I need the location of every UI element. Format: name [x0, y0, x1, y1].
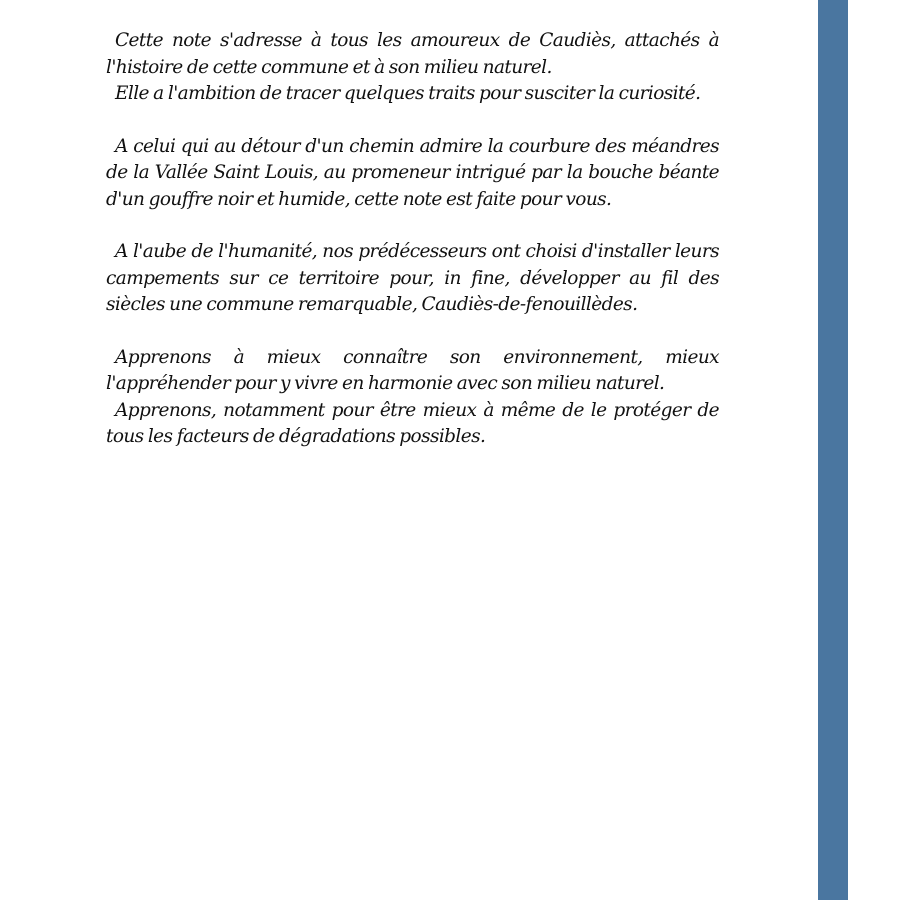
paragraph-environment: Apprenons à mieux connaître son environnement, mieux l'appréhender pour y vivre en harmonie avec son milieu naturel. [106, 346, 719, 394]
paragraph-walker: A celui qui au détour d'un chemin admire la courbure des méandres de la Vallée Saint Louis, au promeneur intrigué par la bouche béante d'un gouffre noir et humide, cette note est faite pour vous. [106, 135, 719, 210]
paragraph-protection: Apprenons, notamment pour être mieux à même de le protéger de tous les facteurs de dégradations possibles. [106, 399, 719, 447]
body-text [106, 28, 719, 451]
paragraph-spacer [106, 108, 719, 134]
paragraph-spacer [106, 213, 719, 239]
paragraph-ambition: Elle a l'ambition de tracer quelques traits pour susciter la curiosité. [115, 83, 701, 104]
paragraph-history: A l'aube de l'humanité, nos prédécesseurs ont choisi d'installer leurs campements sur ce territoire pour, in fine, développer au fil des siècles une commune remarquable, Caudiès-de-fenouillèdes. [106, 241, 719, 315]
side-color-band [818, 0, 848, 900]
paragraph-spacer [106, 319, 719, 345]
paragraph-intro: Cette note s'adresse à tous les amoureux de Caudiès, attachés à l'histoire de cette commune et à son milieu naturel. [106, 30, 719, 78]
